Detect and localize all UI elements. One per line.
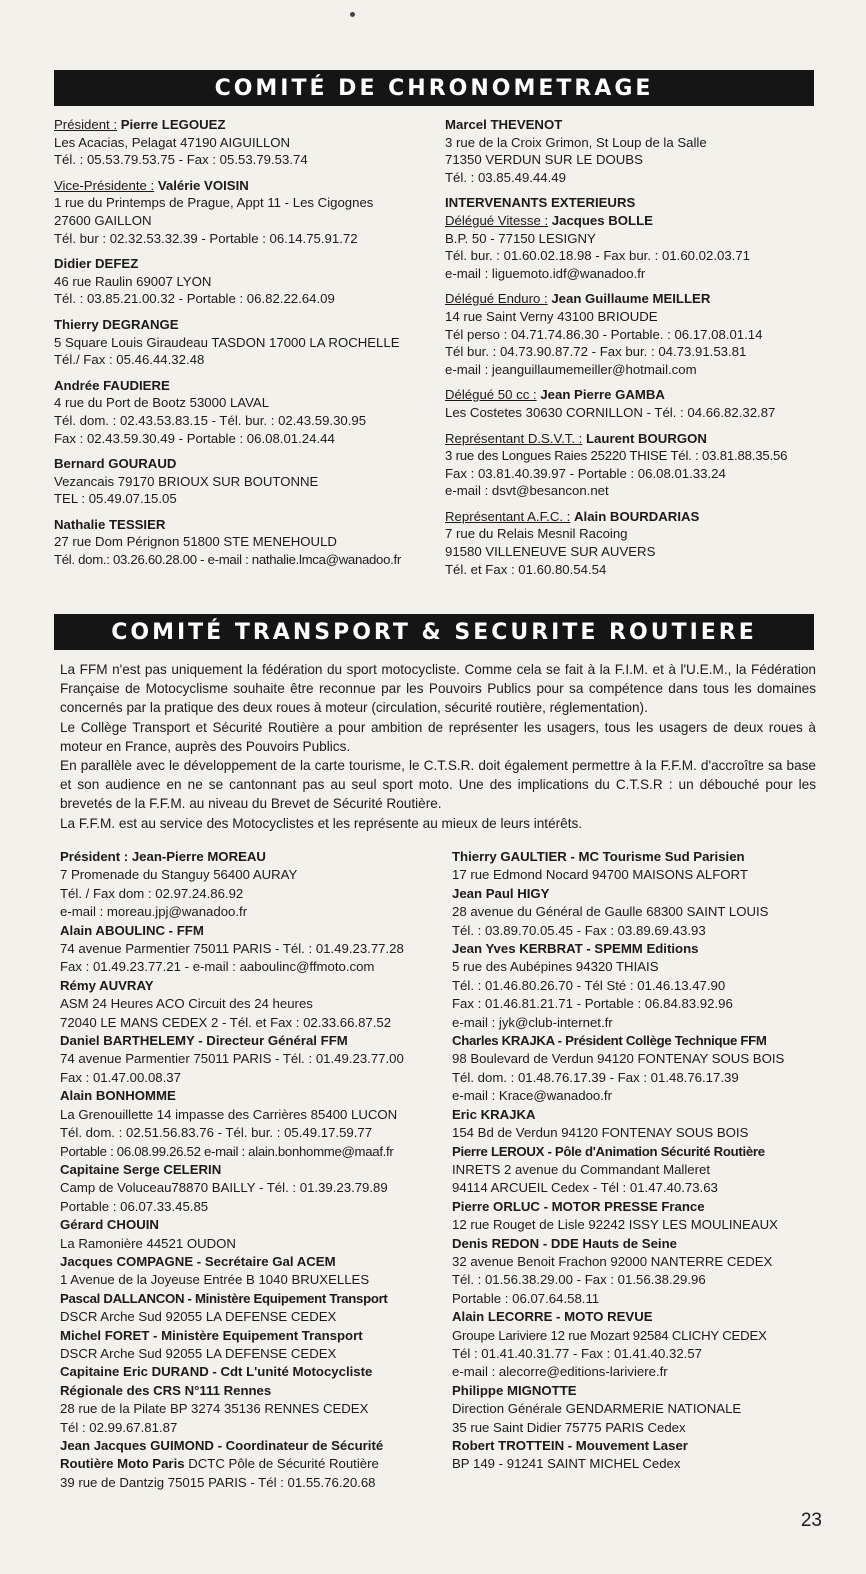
contact-name: Jean Jacques GUIMOND - Coordinateur de Sécurité <box>60 1438 384 1453</box>
contact-name: Jean Guillaume MEILLER <box>551 291 711 307</box>
contact-name: Thierry GAULTIER - MC Tourisme Sud Parisien <box>452 849 745 864</box>
contact-entry: Daniel BARTHELEMY - Directeur Général FFM 74 avenue Parmentier 75011 PARIS - Tél. : 01.49.23.77.00 Fax : 01.47.00.08.37 <box>60 1032 440 1087</box>
contact-entry: Gérard CHOUIN La Ramonière 44521 OUDON <box>60 1216 440 1253</box>
contact-name: Jean Yves KERBRAT - SPEMM Editions <box>452 941 699 957</box>
intervenants-heading: INTERVENANTS EXTERIEURS <box>445 195 636 211</box>
contact-entry: Denis REDON - DDE Hauts de Seine 32 avenue Benoit Frachon 92000 NANTERRE CEDEX Tél. : 01.56.38.29.00 - Fax : 01.56.38.29.96 Portable : 06.07.64.58.11 <box>452 1235 814 1309</box>
contact-name: Daniel BARTHELEMY - Directeur Général FFM <box>60 1033 348 1049</box>
contact-name: Charles KRAJKA - Président Collège Technique FFM <box>452 1033 767 1049</box>
contact-entry: Capitaine Serge CELERIN Camp de Voluceau78870 BAILLY - Tél. : 01.39.23.79.89 Portable : 06.07.33.45.85 <box>60 1161 440 1216</box>
contact-entry: Jacques COMPAGNE - Secrétaire Gal ACEM 1 Avenue de la Joyeuse Entrée B 1040 BRUXELLES <box>60 1253 440 1290</box>
contact-entry: Andrée FAUDIERE 4 rue du Port de Bootz 53000 LAVAL Tél. dom. : 02.43.53.83.15 - Tél. bur. : 02.43.59.30.95 Fax : 02.43.59.30.49 - Portable : 06.08.01.24.44 <box>54 377 432 447</box>
contact-name: Pierre ORLUC - MOTOR PRESSE France <box>452 1198 705 1214</box>
contact-entry: Philippe MIGNOTTE Direction Générale GENDARMERIE NATIONALE 35 rue Saint Didier 75775 PARIS Cedex <box>452 1382 814 1437</box>
contact-name: Denis REDON - DDE Hauts de Seine <box>452 1235 677 1251</box>
contact-entry: Alain BONHOMME La Grenouillette 14 impasse des Carrières 85400 LUCON Tél. dom. : 02.51.56.83.76 - Tél. bur. : 05.49.17.59.77 Portable : 06.08.99.26.52 e-mail : alain.bonhomme@maaf.fr <box>60 1087 440 1161</box>
contact-name: Pierre LEROUX - Pôle d'Animation Sécurité Routière <box>452 1143 765 1159</box>
section2-banner <box>54 614 814 650</box>
contact-entry: Délégué 50 cc : Jean Pierre GAMBA Les Costetes 30630 CORNILLON - Tél. : 04.66.82.32.87 <box>445 387 776 420</box>
intro-paragraph: La F.F.M. est au service des Motocyclistes et les représente au mieux de leurs intérêts. <box>60 815 583 831</box>
intro-paragraph: En parallèle avec le développement de la carte tourisme, le C.T.S.R. doit également permettre à la F.F.M. d'accroître sa base et son audience en ne se cantonnant pas au seul sport moto. Une des implications du C.T.S.R : un débouché pour les brevetés de la F.F.M. au niveau du Brevet de Sécurité Routière. <box>60 758 816 812</box>
contact-name: Nathalie TESSIER <box>54 516 166 532</box>
section2-intro <box>60 660 816 833</box>
contact-entry: Président : Pierre LEGOUEZ Les Acacias, Pelagat 47190 AIGUILLON Tél. : 05.53.79.53.75 - Fax : 05.53.79.53.74 <box>54 117 308 168</box>
contact-name: Jacques BOLLE <box>551 212 653 228</box>
contact-name: Capitaine Eric DURAND - Cdt L'unité Motocycliste <box>60 1364 373 1380</box>
contact-entry: Bernard GOURAUD Vezancais 79170 BRIOUX SUR BOUTONNE TEL : 05.49.07.15.05 <box>54 455 432 508</box>
contact-entry: Jean Yves KERBRAT - SPEMM Editions 5 rue des Aubépines 94320 THIAIS Tél. : 01.46.80.26.70 - Tél Sté : 01.46.13.47.90 Fax : 01.46.81.21.71 - Portable : 06.84.83.92.96 e-mail : jyk@club-internet.fr <box>452 940 814 1032</box>
contact-name: Laurent BOURGON <box>586 430 707 446</box>
contact-name: Valérie VOISIN <box>157 177 249 193</box>
contact-name: Capitaine Serge CELERIN <box>60 1161 222 1177</box>
contact-name: Jean Paul HIGY <box>452 885 550 901</box>
contact-entry: Délégué Enduro : Jean Guillaume MEILLER 14 rue Saint Verny 43100 BRIOUDE Tél perso : 04.71.74.86.30 - Portable. : 06.17.08.01.14 Tél bur. : 04.73.90.87.72 - Fax bur. : 04.73.91.53.81 e-mail : jeanguillaumemeiller@hotmail.com <box>445 291 763 377</box>
contact-entry: Charles KRAJKA - Président Collège Technique FFM 98 Boulevard de Verdun 94120 FONTENAY SOUS BOIS Tél. dom. : 01.48.76.17.39 - Fax : 01.48.76.17.39 e-mail : Krace@wanadoo.fr <box>452 1032 814 1106</box>
contact-entry: Alain ABOULINC - FFM 74 avenue Parmentier 75011 PARIS - Tél. : 01.49.23.77.28 Fax : 01.49.23.77.21 - e-mail : aaboulinc@ffmoto.com <box>60 922 440 977</box>
contact-entry: Représentant D.S.V.T. : Laurent BOURGON 3 rue des Longues Raies 25220 THISE Tél. : 03.81.88.35.56 Fax : 03.81.40.39.97 - Portable : 06.08.01.33.24 e-mail : dsvt@besancon.net <box>445 430 788 499</box>
contact-entry: Michel FORET - Ministère Equipement Transport DSCR Arche Sud 92055 LA DEFENSE CEDEX <box>60 1327 440 1364</box>
contact-name: Jean Pierre GAMBA <box>540 387 665 403</box>
contact-entry: Président : Jean-Pierre MOREAU 7 Promenade du Stanguy 56400 AURAY Tél. / Fax dom : 02.97.24.86.92 e-mail : moreau.jpj@wanadoo.fr <box>60 848 440 922</box>
section1-title: COMITÉ DE CHRONOMETRAGE <box>214 75 654 101</box>
contact-name: Didier DEFEZ <box>54 256 139 272</box>
contact-name: Alain ABOULINC - FFM <box>60 922 204 938</box>
contact-entry: Robert TROTTEIN - Mouvement Laser BP 149 - 91241 SAINT MICHEL Cedex <box>452 1437 814 1474</box>
contact-entry: Pascal DALLANCON - Ministère Equipement Transport DSCR Arche Sud 92055 LA DEFENSE CEDEX <box>60 1290 440 1327</box>
section2-right-column <box>452 848 814 1474</box>
printed-dot <box>350 12 355 17</box>
page-number: 23 <box>800 1510 822 1531</box>
contact-name: Pierre LEGOUEZ <box>120 117 226 132</box>
contact-entry: Jean Paul HIGY 28 avenue du Général de Gaulle 68300 SAINT LOUIS Tél. : 03.89.70.05.45 - Fax : 03.89.69.43.93 <box>452 885 814 940</box>
contact-name: Andrée FAUDIERE <box>54 377 170 393</box>
contact-entry: Alain LECORRE - MOTO REVUE Groupe Lariviere 12 rue Mozart 92584 CLICHY CEDEX Tél : 01.41.40.31.77 - Fax : 01.41.40.32.57 e-mail : alecorre@editions-lariviere.fr <box>452 1308 814 1382</box>
contact-entry: Thierry DEGRANGE 5 Square Louis Giraudeau TASDON 17000 LA ROCHELLE Tél./ Fax : 05.46.44.32.48 <box>54 316 432 369</box>
section2-title: COMITÉ TRANSPORT & SECURITE ROUTIERE <box>111 619 757 645</box>
contact-name: Alain BOURDARIAS <box>574 508 700 524</box>
contact-entry: Nathalie TESSIER 27 rue Dom Pérignon 51800 STE MENEHOULD Tél. dom.: 03.26.60.28.00 - e-mail : nathalie.lmca@wanadoo.fr <box>54 516 432 569</box>
contact-entry: Didier DEFEZ 46 rue Raulin 69007 LYON Tél. : 03.85.21.00.32 - Portable : 06.82.22.64.09 <box>54 255 432 308</box>
contact-name: Rémy AUVRAY <box>60 977 154 993</box>
contact-entry: Représentant A.F.C. : Alain BOURDARIAS 7 rue du Relais Mesnil Racoing 91580 VILLENEUVE SUR AUVERS Tél. et Fax : 01.60.80.54.54 <box>445 508 700 577</box>
contact-name: Jacques COMPAGNE - Secrétaire Gal ACEM <box>60 1253 336 1269</box>
contact-entry: Jean Jacques GUIMOND - Coordinateur de Sécurité Routière Moto Paris DCTC Pôle de Sécurité Routière 39 rue de Dantzig 75015 PARIS - Tél : 01.55.76.20.68 <box>60 1437 440 1492</box>
contact-name: Philippe MIGNOTTE <box>452 1382 577 1398</box>
contact-name: Alain LECORRE - MOTO REVUE <box>452 1309 653 1325</box>
contact-name: Gérard CHOUIN <box>60 1217 159 1233</box>
contact-name: Bernard GOURAUD <box>54 456 177 472</box>
contact-entry: Thierry GAULTIER - MC Tourisme Sud Parisien 17 rue Edmond Nocard 94700 MAISONS ALFORT <box>452 848 814 885</box>
contact-entry: Rémy AUVRAY ASM 24 Heures ACO Circuit des 24 heures 72040 LE MANS CEDEX 2 - Tél. et Fax : 02.33.66.87.52 <box>60 977 440 1032</box>
intro-paragraph: Le Collège Transport et Sécurité Routière a pour ambition de représenter les usagers, tous les usagers de deux roues à moteur en France, auprès des Pouvoirs Publics. <box>60 719 816 754</box>
contact-entry: Pierre LEROUX - Pôle d'Animation Sécurité Routière INRETS 2 avenue du Commandant Malleret 94114 ARCUEIL Cedex - Tél : 01.47.40.73.63 <box>452 1143 814 1198</box>
section1-banner <box>54 70 814 106</box>
section1-left-column <box>54 116 432 577</box>
section2-left-column <box>60 848 440 1492</box>
contact-entry: Capitaine Eric DURAND - Cdt L'unité Motocycliste Régionale des CRS N°111 Rennes 28 rue de la Pilate BP 3274 35136 RENNES CEDEX Tél : 02.99.67.81.87 <box>60 1363 440 1437</box>
contact-entry: Vice-Présidente : Valérie VOISIN 1 rue du Printemps de Prague, Appt 11 - Les Cigognes 27600 GAILLON Tél. bur : 02.32.53.32.39 - Portable : 06.14.75.91.72 <box>54 177 374 246</box>
contact-entry: Marcel THEVENOT 3 rue de la Croix Grimon, St Loup de la Salle 71350 VERDUN SUR LE DOUBS Tél. : 03.85.49.44.49 <box>445 116 815 186</box>
contact-name: Michel FORET - Ministère Equipement Transport <box>60 1327 363 1343</box>
contact-name: Thierry DEGRANGE <box>54 316 179 332</box>
contact-name: Alain BONHOMME <box>60 1088 176 1104</box>
contact-name: Eric KRAJKA <box>452 1106 536 1122</box>
section1-right-column <box>445 116 815 586</box>
contact-name: Marcel THEVENOT <box>445 117 563 132</box>
intro-paragraph: La FFM n'est pas uniquement la fédération du sport motocycliste. Comme cela se fait à la F.I.M. et à l'U.E.M., la Fédération Française de Motocyclisme souhaite être reconnue par les Pouvoirs Publics pour sa compétence dans tous les domaines concernés par la pratique des deux roues à moteur (circulation, sécurité routière, réglementation). <box>60 662 816 716</box>
contact-name: Robert TROTTEIN - Mouvement Laser <box>452 1438 688 1453</box>
contact-entry: INTERVENANTS EXTERIEURS Délégué Vitesse : Jacques BOLLE B.P. 50 - 77150 LESIGNY Tél. bur. : 01.60.02.18.98 - Fax bur. : 01.60.02.03.71 e-mail : liguemoto.idf@wanadoo.fr <box>445 194 815 282</box>
contact-entry: Eric KRAJKA 154 Bd de Verdun 94120 FONTENAY SOUS BOIS <box>452 1106 814 1143</box>
contact-name: Pascal DALLANCON - Ministère Equipement Transport <box>60 1290 388 1306</box>
contact-entry: Pierre ORLUC - MOTOR PRESSE France 12 rue Rouget de Lisle 92242 ISSY LES MOULINEAUX <box>452 1198 814 1235</box>
contact-name: Président : Jean-Pierre MOREAU <box>60 849 266 864</box>
